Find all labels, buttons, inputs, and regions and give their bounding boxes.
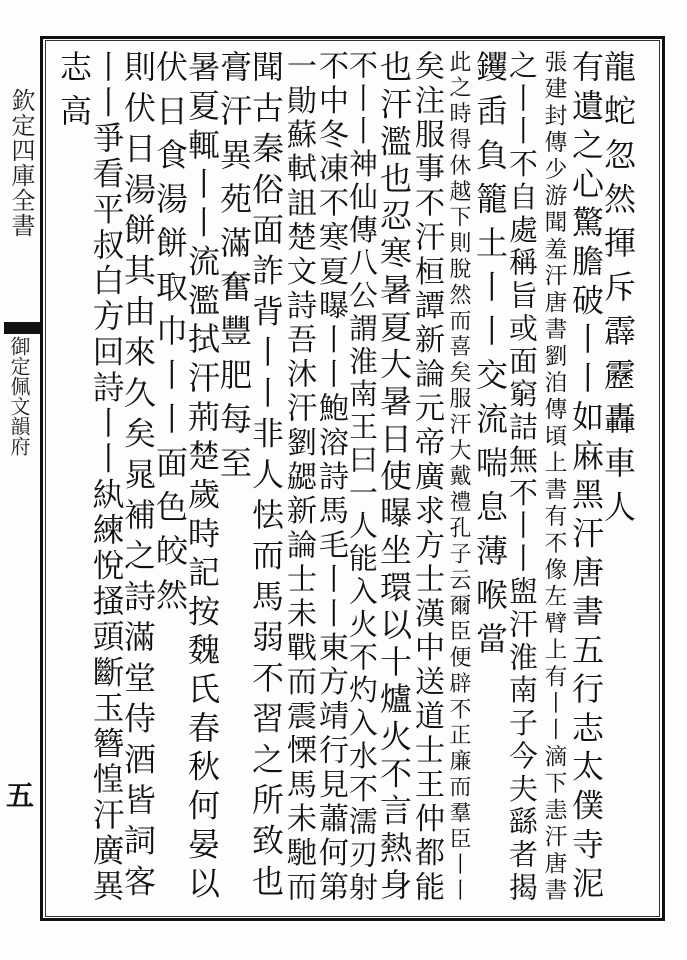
text-column: 有遺之心驚膽破丨丨如麻黑汗唐書五行志太僕寺泥 [567,50,605,905]
text-column: 矣注服事不汗桓譚新論元帝廣求方士漢中送道士王仲都能 [409,50,444,905]
text-column: 一勛蘇軾詛楚文詩吾沐汗劉勰新論士未戰而震慄馬未馳而 [281,50,316,905]
text-column: 之丨丨不自處稱旨或面窮詰無不丨丨盥汗淮南子今夫繇者揭 [505,50,539,905]
book-subtitle: 御定佩文韻府 [7,336,31,456]
text-column: 伏日食湯餅取巾丨丨面色皎然 [151,50,189,622]
text-column: 也汗濫也忍寒暑夏大暑日使曝坐環以十爐火不言熱身 [375,50,413,905]
text-column: 暑夏輒丨丨流濫拭汗荊楚歲時記按魏氏春秋何晏以 [183,50,221,905]
text-column: 志高 [55,50,93,138]
text-column: 此之時得休越下則脫然而喜矣服汗大戴禮孔子云爾臣便辟不正廉而羣臣丨丨 [446,50,471,905]
text-column: 聞古秦俗面詐背丨丨非人怯而馬弱不習之所致也 [247,50,285,905]
book-title: 欽定四庫全書 [7,88,35,238]
text-column: 膏汗異苑滿奮豐肥每至 [215,50,253,490]
text-column: 不中冬凍不寒夏曝丨丨鮑溶詩馬毛丨丨東方靖行見蕭何第 [313,50,348,905]
text-column: 钁臿負籠土丨丨交流喘息薄喉當 [471,50,509,666]
text-column: 丨丨爭看平叔白方回詩丨丨紈練悅搔頭斷玉簪惶汗廣異 [88,50,124,905]
page-margin [0,36,42,921]
text-column: 龍蛇忽然揮斥霹靂轟車人 [599,50,637,534]
text-column: 張建封傳少游聞羞汗唐書劉洎傳頃上書有不像左臂上有丨丨滴下恚汗唐書 [541,50,567,905]
text-column: 不丨丨神仙傳八公謂淮南王曰一人能入火不灼入水不濡刃射 [345,50,379,905]
margin-fishtail-mark [4,322,40,334]
text-column: 則伏日湯餅其由來久矣晁補之詩滿堂侍酒皆詞客 [119,50,157,905]
page-number: 五 [6,779,35,812]
